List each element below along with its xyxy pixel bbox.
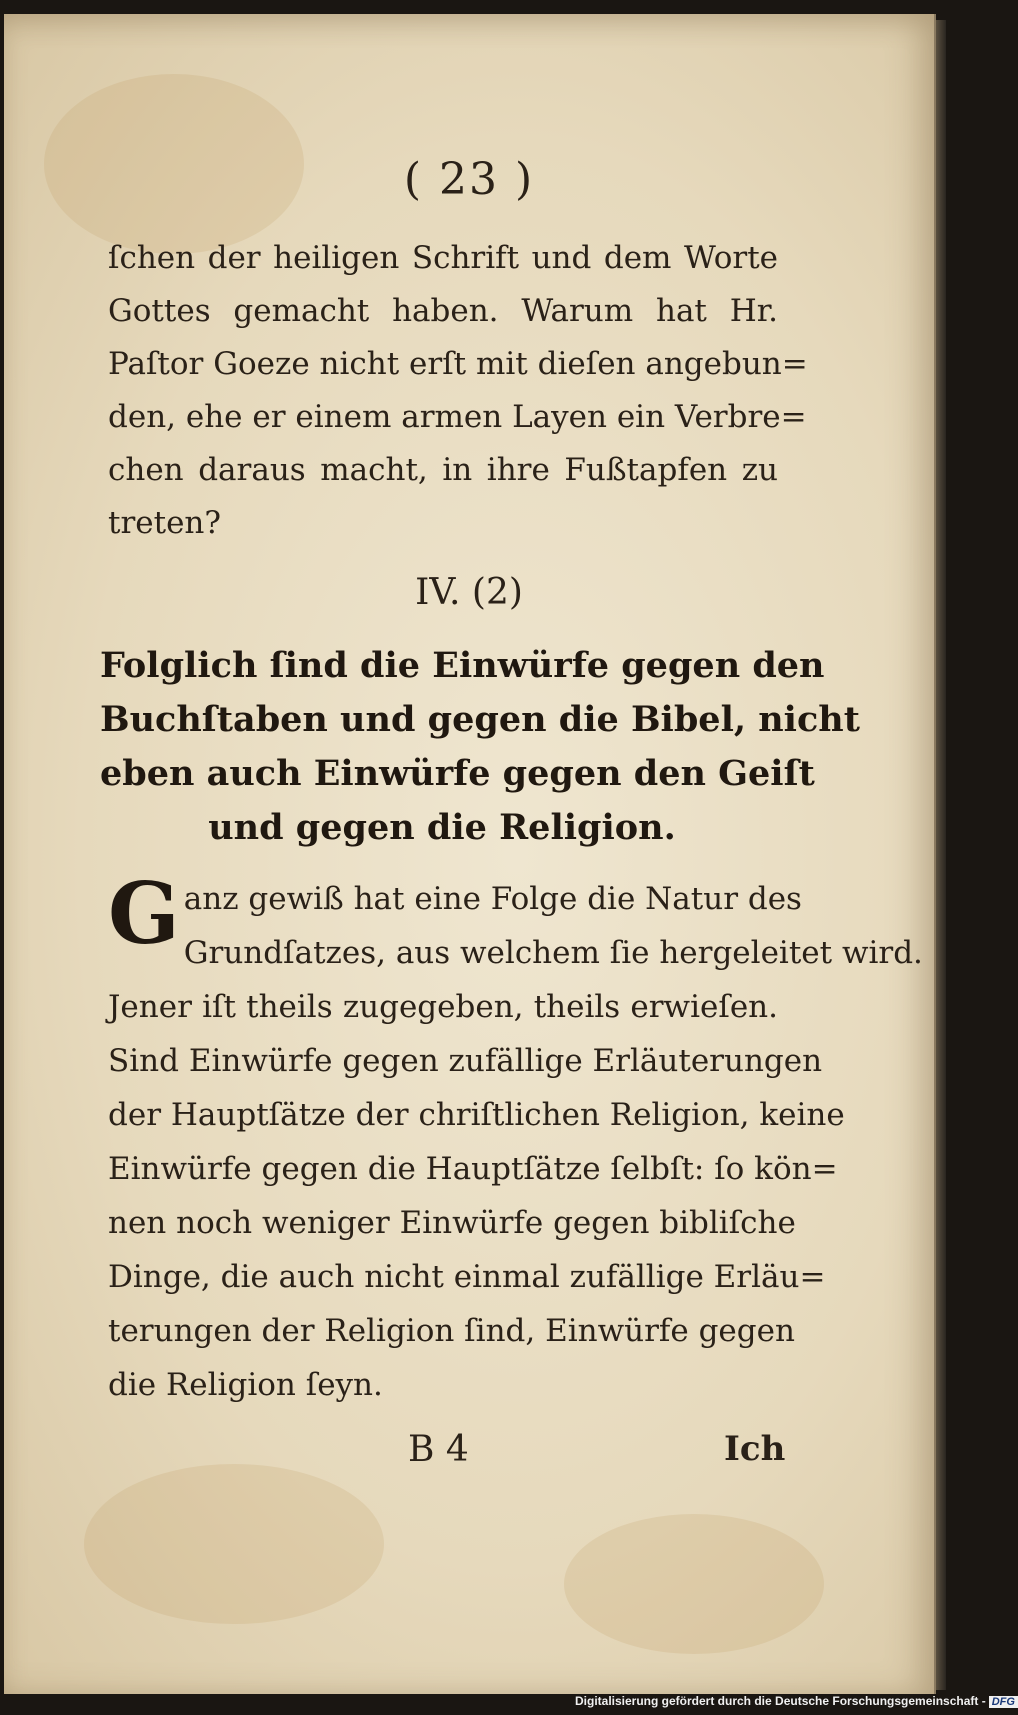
text-line: nen noch weniger Einwürfe gegen bibliſche [108, 1205, 796, 1241]
paragraph-main [108, 864, 923, 1412]
heading-line: Buchſtaben und gegen die Bibel, nicht [100, 699, 860, 740]
text-line: Gottes gemacht haben. Warum hat Hr. [108, 293, 778, 329]
text-line: Dinge, die auch nicht einmal zufällige Erläu= [108, 1259, 826, 1295]
signature-mark: B 4 [408, 1429, 469, 1470]
text-line: anz gewiß hat eine Folge die Natur des [183, 881, 802, 917]
text-line: treten? [108, 505, 222, 541]
text-line: Paſtor Goeze nicht erſt mit dieſen angebun= [108, 346, 808, 382]
text-line: Grundſatzes, aus welchem ſie hergeleitet wird. [183, 935, 923, 971]
page-edge [936, 20, 946, 1690]
book-page [4, 14, 936, 1694]
section-number: IV. (2) [415, 572, 523, 613]
catchword: Ich [724, 1429, 786, 1469]
credit-text: Digitalisierung gefördert durch die Deutsche Forschungsgemeinschaft - [575, 1694, 986, 1708]
text-line: den, ehe er einem armen Layen ein Verbre= [108, 399, 807, 435]
section-heading [100, 639, 860, 855]
paper-stain [84, 1464, 384, 1624]
text-line: chen daraus macht, in ihre Fußtapfen zu [108, 452, 778, 488]
text-line: Jener iſt theils zugegeben, theils erwieſen. [108, 989, 778, 1025]
text-line: Sind Einwürfe gegen zufällige Erläuterungen [108, 1043, 823, 1079]
digitization-credit [575, 1694, 1015, 1714]
text-line: die Religion ſeyn. [108, 1367, 383, 1403]
heading-line: eben auch Einwürfe gegen den Geiſt [100, 753, 815, 794]
paper-stain [564, 1514, 824, 1654]
text-line: ſchen der heiligen Schrift und dem Worte [108, 240, 778, 276]
drop-cap: G [108, 864, 180, 963]
page-number: ( 23 ) [403, 154, 535, 205]
dfg-logo: DFG [989, 1696, 1018, 1708]
paragraph-continued [108, 232, 808, 550]
text-line: der Hauptſätze der chriſtlichen Religion, keine [108, 1097, 845, 1133]
text-line: terungen der Religion ſind, Einwürfe gegen [108, 1313, 795, 1349]
text-line: Einwürfe gegen die Hauptſätze ſelbſt: ſo kön= [108, 1151, 838, 1187]
heading-line: Folglich ſind die Einwürfe gegen den [100, 645, 825, 686]
heading-line: und gegen die Religion. [208, 807, 676, 848]
